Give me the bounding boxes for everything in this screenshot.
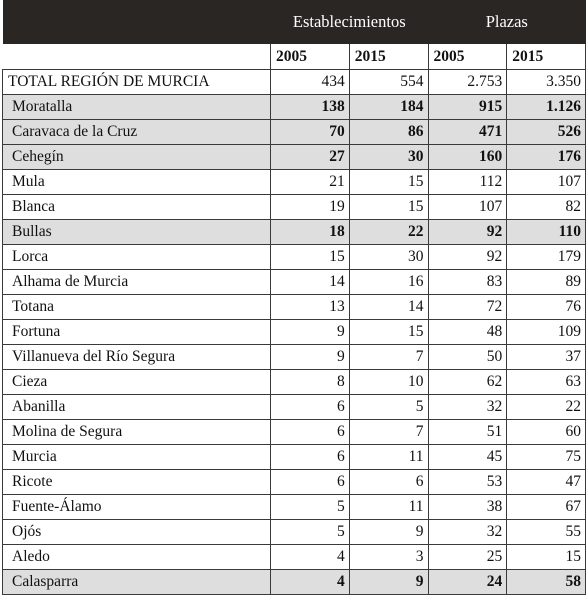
cell-municipio: Ojós: [3, 520, 271, 545]
header-plazas: Plazas: [428, 0, 586, 44]
cell-plazas-2005: 45: [428, 445, 507, 470]
cell-municipio: Ricote: [3, 470, 271, 495]
cell-establecimientos-2015: 14: [349, 295, 428, 320]
header-year-est-2005: 2005: [271, 44, 350, 70]
table-row: [3, 570, 586, 595]
cell-establecimientos-2005: 19: [271, 195, 350, 220]
cell-establecimientos-2005: 6: [271, 470, 350, 495]
cell-establecimientos-2015: 15: [349, 170, 428, 195]
cell-establecimientos-2015: 9: [349, 520, 428, 545]
table-row: [3, 270, 586, 295]
cell-plazas-2015: 110: [507, 220, 586, 245]
cell-establecimientos-2005: 6: [271, 395, 350, 420]
cell-plazas-2015: 63: [507, 370, 586, 395]
cell-plazas-2015: 179: [507, 245, 586, 270]
cell-plazas-2015: 67: [507, 495, 586, 520]
table-row: [3, 420, 586, 445]
table-row: [3, 95, 586, 120]
cell-establecimientos-2015: 15: [349, 320, 428, 345]
table-row: [3, 195, 586, 220]
cell-plazas-2005: 25: [428, 545, 507, 570]
cell-plazas-2005: 2.753: [428, 70, 507, 95]
cell-municipio: Blanca: [3, 195, 271, 220]
cell-municipio: Calasparra: [3, 570, 271, 595]
table-row: [3, 120, 586, 145]
cell-plazas-2005: 62: [428, 370, 507, 395]
table-container: [2, 0, 585, 595]
cell-establecimientos-2005: 9: [271, 320, 350, 345]
cell-establecimientos-2015: 30: [349, 245, 428, 270]
cell-municipio: Fuente-Álamo: [3, 495, 271, 520]
cell-plazas-2015: 82: [507, 195, 586, 220]
cell-establecimientos-2015: 184: [349, 95, 428, 120]
header-blank-cell: [3, 0, 271, 44]
cell-establecimientos-2005: 6: [271, 445, 350, 470]
cell-plazas-2015: 47: [507, 470, 586, 495]
cell-establecimientos-2005: 4: [271, 545, 350, 570]
table-row: [3, 545, 586, 570]
cell-plazas-2005: 38: [428, 495, 507, 520]
cell-establecimientos-2005: 18: [271, 220, 350, 245]
cell-establecimientos-2005: 6: [271, 420, 350, 445]
cell-plazas-2005: 51: [428, 420, 507, 445]
cell-plazas-2015: 75: [507, 445, 586, 470]
cell-plazas-2015: 89: [507, 270, 586, 295]
cell-plazas-2015: 1.126: [507, 95, 586, 120]
cell-establecimientos-2015: 22: [349, 220, 428, 245]
cell-establecimientos-2015: 9: [349, 570, 428, 595]
cell-establecimientos-2015: 5: [349, 395, 428, 420]
cell-plazas-2005: 24: [428, 570, 507, 595]
cell-plazas-2015: 60: [507, 420, 586, 445]
header-row-groups: [3, 0, 586, 44]
cell-plazas-2005: 107: [428, 195, 507, 220]
cell-municipio: Moratalla: [3, 95, 271, 120]
cell-municipio: Totana: [3, 295, 271, 320]
cell-plazas-2015: 22: [507, 395, 586, 420]
cell-plazas-2005: 72: [428, 295, 507, 320]
cell-establecimientos-2015: 10: [349, 370, 428, 395]
table-row: [3, 345, 586, 370]
cell-establecimientos-2005: 5: [271, 495, 350, 520]
cell-plazas-2005: 112: [428, 170, 507, 195]
cell-establecimientos-2015: 15: [349, 195, 428, 220]
cell-establecimientos-2005: 27: [271, 145, 350, 170]
cell-municipio: Cehegín: [3, 145, 271, 170]
header-year-pla-2005: 2005: [428, 44, 507, 70]
cell-establecimientos-2005: 14: [271, 270, 350, 295]
table-row: [3, 495, 586, 520]
cell-plazas-2005: 32: [428, 520, 507, 545]
cell-establecimientos-2015: 11: [349, 495, 428, 520]
table-body: [3, 70, 586, 595]
cell-plazas-2015: 15: [507, 545, 586, 570]
table-row: [3, 320, 586, 345]
cell-establecimientos-2005: 13: [271, 295, 350, 320]
cell-municipio: Lorca: [3, 245, 271, 270]
cell-establecimientos-2005: 138: [271, 95, 350, 120]
cell-establecimientos-2015: 7: [349, 345, 428, 370]
cell-plazas-2005: 92: [428, 220, 507, 245]
cell-plazas-2005: 92: [428, 245, 507, 270]
cell-municipio: Bullas: [3, 220, 271, 245]
table-row: [3, 520, 586, 545]
establishments-table: [2, 0, 586, 595]
cell-plazas-2015: 526: [507, 120, 586, 145]
cell-municipio: Murcia: [3, 445, 271, 470]
cell-plazas-2015: 55: [507, 520, 586, 545]
cell-establecimientos-2005: 434: [271, 70, 350, 95]
cell-municipio: Fortuna: [3, 320, 271, 345]
cell-plazas-2015: 58: [507, 570, 586, 595]
cell-establecimientos-2015: 86: [349, 120, 428, 145]
header-year-pla-2015: 2015: [507, 44, 586, 70]
cell-municipio: Villanueva del Río Segura: [3, 345, 271, 370]
cell-plazas-2005: 50: [428, 345, 507, 370]
cell-establecimientos-2015: 6: [349, 470, 428, 495]
cell-establecimientos-2015: 3: [349, 545, 428, 570]
cell-plazas-2015: 109: [507, 320, 586, 345]
header-row-years: [3, 44, 586, 70]
table-row: [3, 170, 586, 195]
cell-municipio: Abanilla: [3, 395, 271, 420]
cell-municipio: Cieza: [3, 370, 271, 395]
cell-municipio: Molina de Segura: [3, 420, 271, 445]
cell-municipio: Caravaca de la Cruz: [3, 120, 271, 145]
cell-establecimientos-2015: 7: [349, 420, 428, 445]
cell-plazas-2005: 48: [428, 320, 507, 345]
cell-plazas-2015: 37: [507, 345, 586, 370]
header-years-blank-cell: [3, 44, 271, 70]
cell-plazas-2005: 160: [428, 145, 507, 170]
table-row: [3, 145, 586, 170]
cell-establecimientos-2015: 554: [349, 70, 428, 95]
cell-plazas-2005: 53: [428, 470, 507, 495]
cell-establecimientos-2005: 9: [271, 345, 350, 370]
table-row: [3, 370, 586, 395]
table-row: [3, 220, 586, 245]
cell-establecimientos-2005: 15: [271, 245, 350, 270]
table-row: [3, 245, 586, 270]
cell-plazas-2015: 176: [507, 145, 586, 170]
table-row-total: [3, 70, 586, 95]
cell-municipio: Alhama de Murcia: [3, 270, 271, 295]
cell-plazas-2015: 107: [507, 170, 586, 195]
cell-municipio: TOTAL REGIÓN DE MURCIA: [3, 70, 271, 95]
cell-plazas-2005: 471: [428, 120, 507, 145]
header-establecimientos: Establecimientos: [271, 0, 429, 44]
cell-municipio: Mula: [3, 170, 271, 195]
cell-plazas-2005: 83: [428, 270, 507, 295]
header-year-est-2015: 2015: [349, 44, 428, 70]
cell-municipio: Aledo: [3, 545, 271, 570]
cell-establecimientos-2005: 8: [271, 370, 350, 395]
cell-establecimientos-2005: 5: [271, 520, 350, 545]
table-row: [3, 395, 586, 420]
cell-plazas-2015: 3.350: [507, 70, 586, 95]
table-row: [3, 445, 586, 470]
cell-establecimientos-2005: 70: [271, 120, 350, 145]
cell-establecimientos-2015: 11: [349, 445, 428, 470]
cell-plazas-2005: 32: [428, 395, 507, 420]
cell-establecimientos-2005: 4: [271, 570, 350, 595]
cell-plazas-2015: 76: [507, 295, 586, 320]
table-row: [3, 470, 586, 495]
cell-establecimientos-2015: 16: [349, 270, 428, 295]
cell-establecimientos-2005: 21: [271, 170, 350, 195]
table-row: [3, 295, 586, 320]
cell-establecimientos-2015: 30: [349, 145, 428, 170]
cell-plazas-2005: 915: [428, 95, 507, 120]
